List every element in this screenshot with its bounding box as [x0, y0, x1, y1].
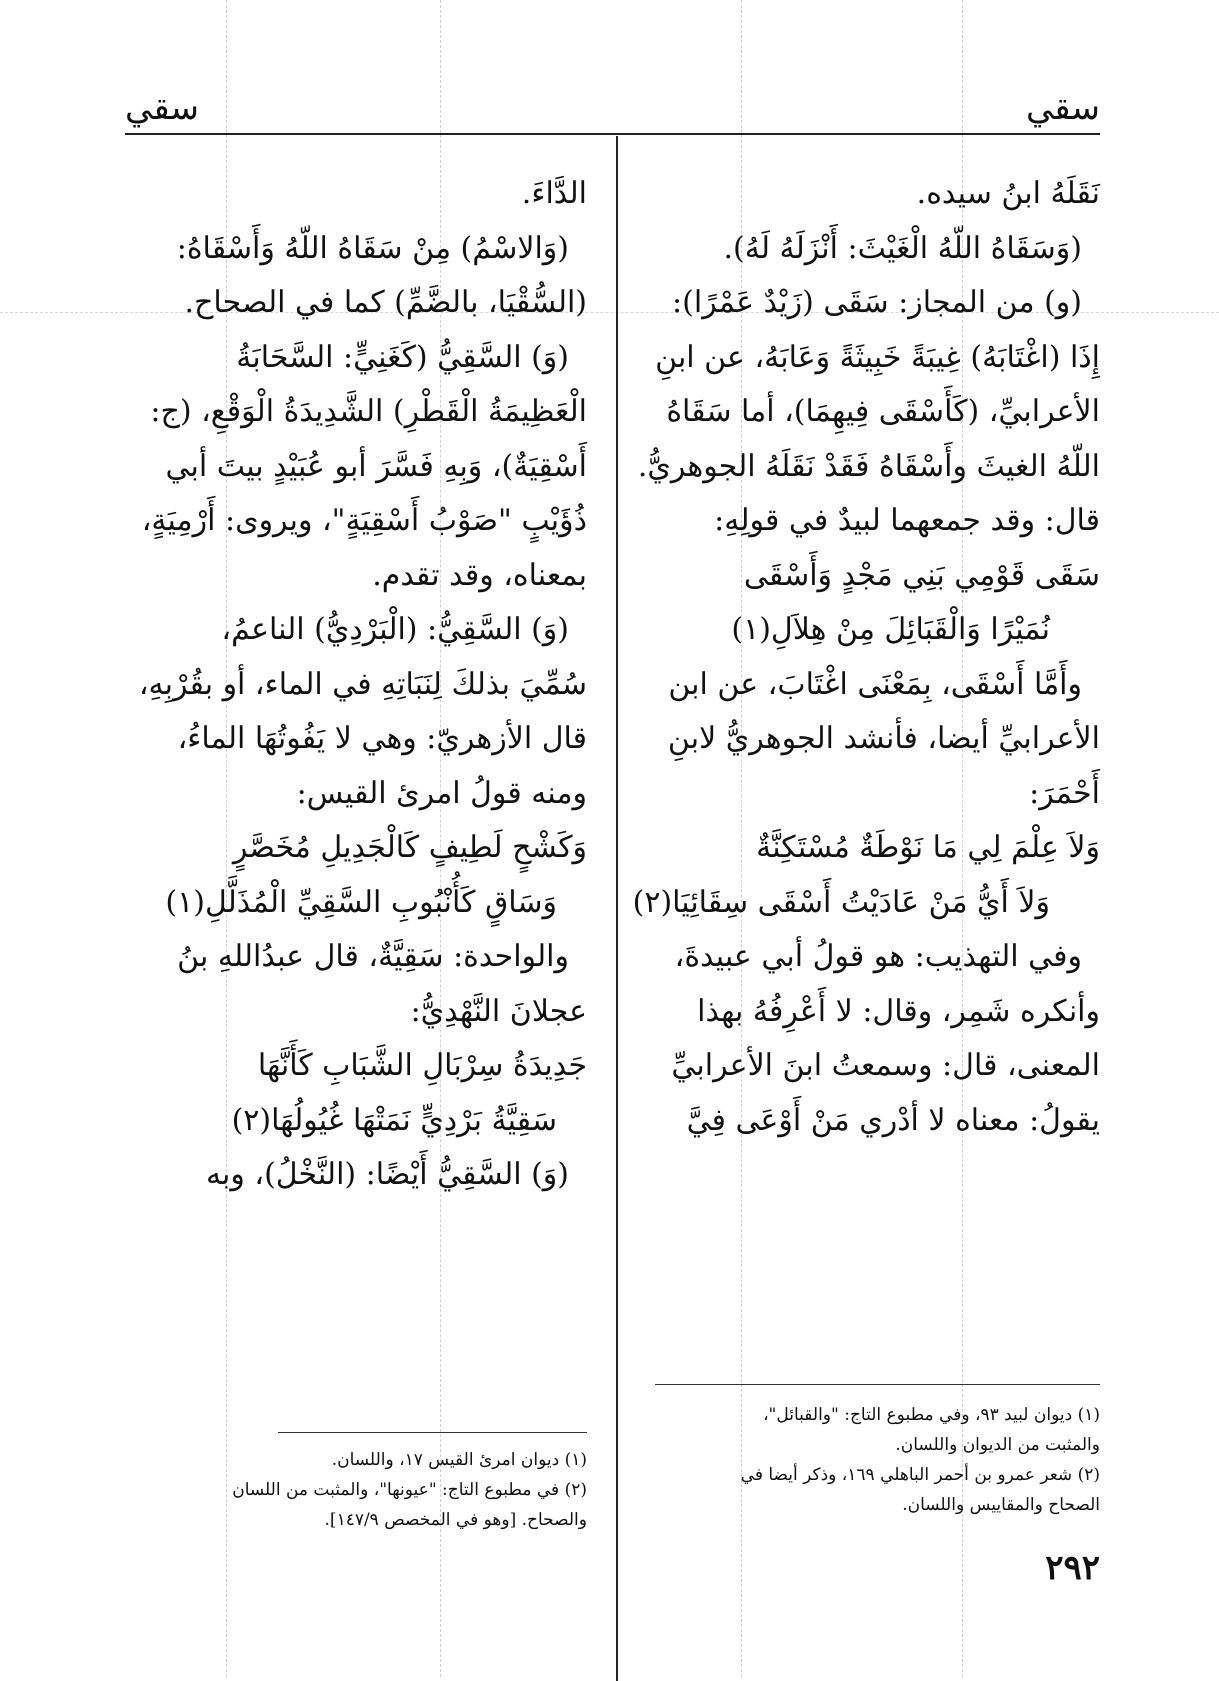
verse-line: نُمَيْرًا وَالْقَبَائِلَ مِنْ هِلاَلِ(١) — [731, 612, 1050, 647]
verse-line: وَلاَ أَيُّ مَنْ عَادَيْتُ أَسْقَى سِقَائِيَا(٢) — [632, 884, 1050, 920]
text-line: سُمِّيَ بذلكَ لِنَبَاتِهِ في الماء، أو بقُرْبِهِ، — [138, 666, 587, 702]
text-line: أَحْمَرَ: — [1029, 775, 1100, 811]
text-line: إِذَا (اغْتَابَهُ) غِيبَةً خَبِيثَةً وَعَابَهُ، عن ابنِ — [655, 339, 1100, 375]
page-number: ٢٩٢ — [1045, 1548, 1100, 1588]
text-line: وأنكره شَمِر، وقال: لا أَعْرِفُهُ بهذا — [697, 993, 1100, 1029]
text-line: يقولُ: معناه لا أدْري مَنْ أَوْعَى فِيَّ — [686, 1102, 1100, 1138]
footnote-line: (٢) شعر عمرو بن أحمر الباهلي ١٦٩، وذكر أيضا في — [740, 1465, 1100, 1485]
footnote-line: الصحاح والمقاييس واللسان. — [902, 1495, 1100, 1515]
text-line: وأَمَّا أَسْقَى، بِمَعْنَى اغْتَابَ، عن ابن — [668, 666, 1082, 702]
text-line: (و) من المجاز: سَقَى (زَيْدٌ عَمْرًا): — [672, 285, 1082, 320]
text-line: وفي التهذيب: هو قولُ أبي عبيدةَ، — [674, 939, 1082, 974]
text-line: (وَ) السَّقِيُّ أَيْضًا: (النَّخْلُ)، وبه — [205, 1157, 569, 1192]
text-line: اللّهُ الغيثَ وأَسْقَاهُ فَقَدْ نَقَلَهُ الجوهريُّ. — [637, 448, 1100, 484]
text-line: (وَ) السَّقِيُّ (كَغَنِيٍّ: السَّحَابَةُ — [236, 339, 569, 375]
text-line: الأعرابيِّ، (كَأَسْقَى فِيهِمَا)، أما سَقَاهُ — [666, 394, 1100, 429]
text-line: عجلانَ النَّهْدِيُّ: — [410, 993, 587, 1029]
footnote-line: (١) ديوان امرئ القيس ١٧، واللسان. — [331, 1450, 587, 1470]
footnotes-right — [655, 1400, 1100, 1520]
footnote-rule — [655, 1384, 1100, 1385]
left-column — [125, 167, 587, 1203]
verse-line: وَلاَ عِلْمَ لِي مَا نَوْطَةٌ مُسْتَكِنَّةٌ — [756, 830, 1100, 865]
footnote-line: والصحاح. [وهو في المخصص ١٤٧/٩]. — [324, 1510, 587, 1530]
text-line: (السُّقْيَا، بالضَّمِّ) كما في الصحاح. — [184, 285, 587, 320]
footnote-line: (٢) في مطبوع التاج: "عيونها"، والمثبت من اللسان — [232, 1480, 587, 1500]
verse-line: سَقِيَّةُ بَرْدِيٍّ نَمَتْهَا غُيُولُهَا(٢) — [231, 1102, 557, 1138]
footnote-line: (١) ديوان لبيد ٩٣، وفي مطبوع التاج: "والقبائل"، — [763, 1405, 1100, 1425]
text-line: نَقَلَهُ ابنُ سيده. — [916, 176, 1100, 211]
footnote-line: والمثبت من الديوان واللسان. — [895, 1435, 1100, 1455]
header-rule — [125, 133, 1100, 135]
text-line: (وَالاسْمُ) مِنْ سَقَاهُ اللّهُ وَأَسْقَاهُ: — [176, 230, 569, 266]
text-line: الدَّاءَ. — [521, 176, 587, 211]
verse-line: وَسَاقٍ كَأُنْبُوبِ السَّقِيِّ الْمُذَلَّلِ(١) — [165, 884, 557, 920]
text-line: بمعناه، وقد تقدم. — [372, 557, 587, 593]
text-line: الأعرابيِّ أيضا، فأنشد الجوهريُّ لابنِ — [667, 721, 1100, 756]
verse-line: سَقَى قَوْمِي بَنِي مَجْدٍ وَأَسْقَى — [743, 557, 1100, 593]
text-line: قال الأزهريّ: وهي لا يَفُوتُهَا الماءُ، — [177, 721, 587, 756]
column-divider — [616, 136, 618, 1681]
text-line: (وَ) السَّقِيُّ: (الْبَرْدِيُّ) الناعمُ، — [221, 612, 569, 647]
footnotes-left — [125, 1445, 587, 1535]
verse-line: جَدِيدَةُ سِرْبَالِ الشَّبَابِ كَأَنَّهَا — [257, 1048, 587, 1083]
text-line: والواحدة: سَقِيَّةٌ، قال عبدُاللهِ بنُ — [177, 939, 569, 974]
verse-line: وَكَشْحٍ لَطِيفٍ كَالْجَدِيلِ مُخَصَّرٍ — [232, 830, 587, 865]
text-line: المعنى، قال: وسمعتُ ابنَ الأعرابيِّ — [671, 1048, 1100, 1083]
text-line: قال: وقد جمعهما لبيدٌ في قولِهِ: — [714, 503, 1100, 538]
text-line: ذُؤَيْبٍ "صَوْبُ أَسْقِيَةٍ"، ويروى: أَرْمِيَةٍ، — [141, 503, 587, 538]
header-word-right: سقي — [1025, 88, 1100, 128]
right-column — [632, 167, 1100, 1148]
text-line: الْعَظِيمَةُ الْقَطْرِ) الشَّدِيدَةُ الْوَقْعِ، (ج: — [150, 394, 587, 429]
header-word-left: سقي — [125, 88, 200, 128]
text-line: (وَسَقَاهُ اللّهُ الْغَيْثَ: أَنْزَلَهُ لَهُ). — [723, 230, 1082, 266]
text-line: ومنه قولُ امرئ القيس: — [296, 775, 587, 811]
footnote-rule — [278, 1432, 587, 1433]
text-line: أَسْقِيَةٌ)، وَبِهِ فَسَّرَ أبو عُبَيْدٍ بيتَ أبي — [165, 448, 587, 484]
